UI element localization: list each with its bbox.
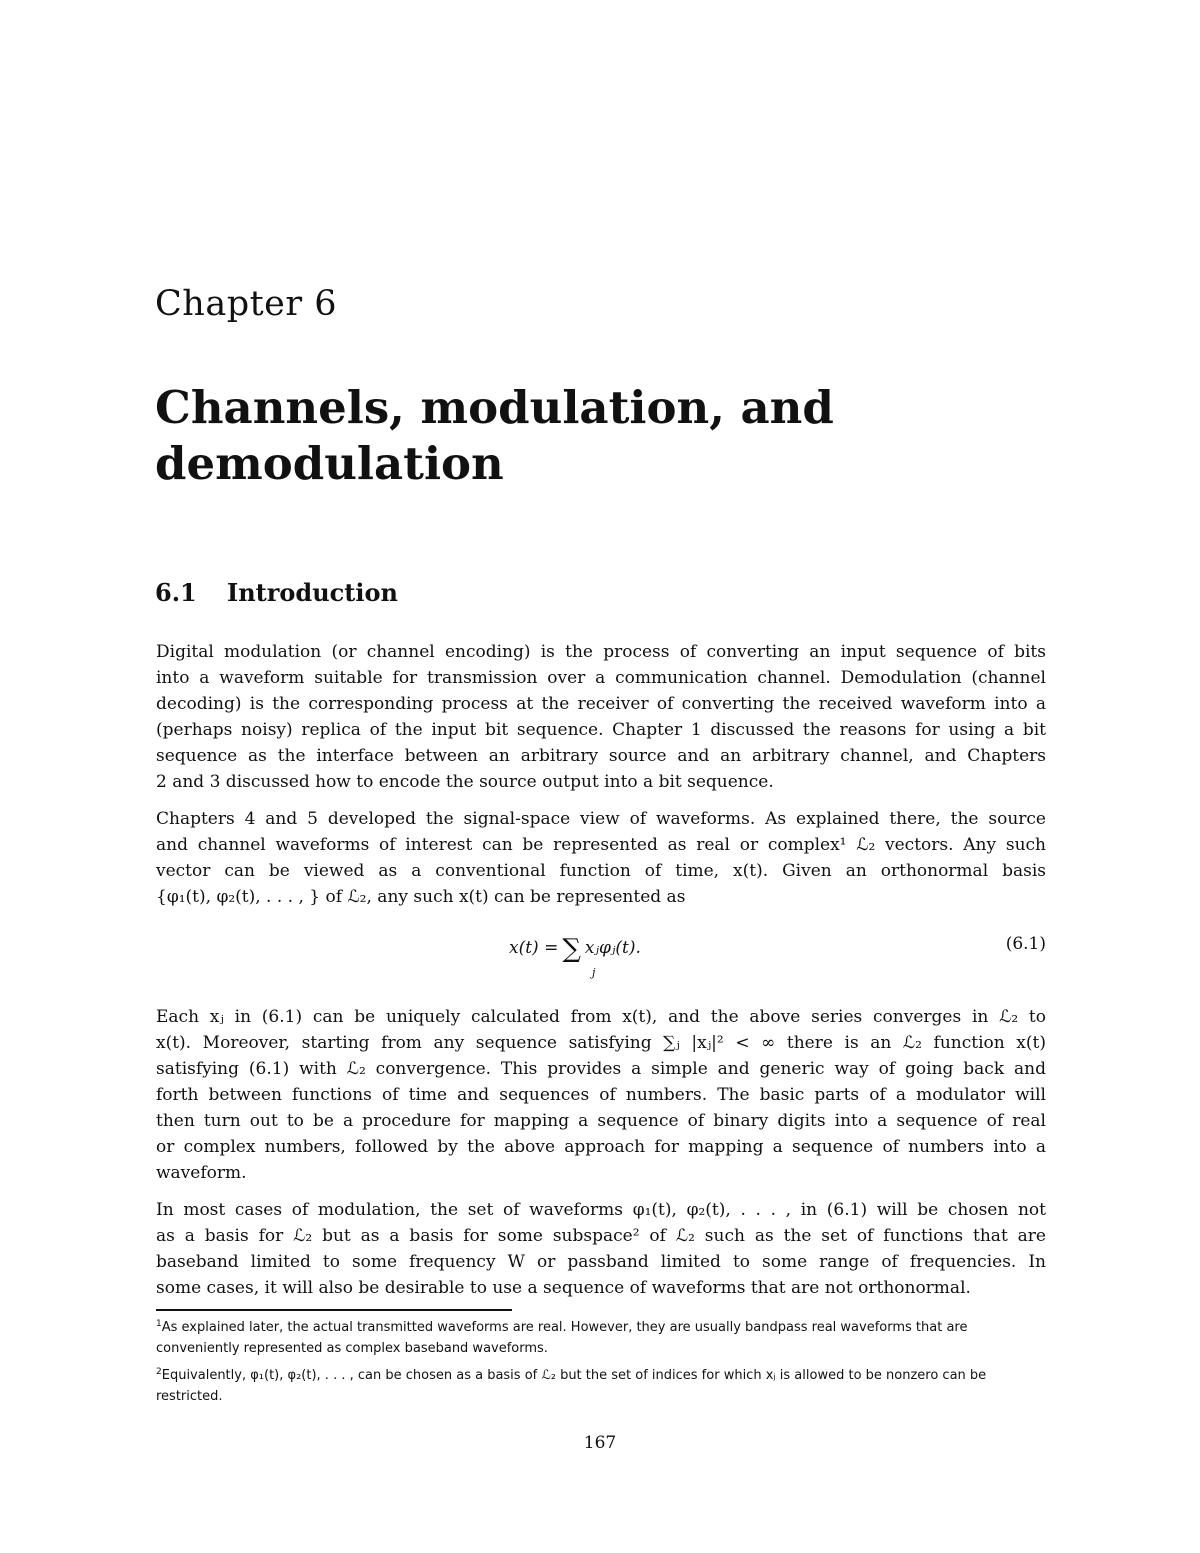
footnote-2 bbox=[156, 1362, 1046, 1407]
equation-lhs: x(t) = bbox=[509, 938, 559, 958]
paragraph-3 bbox=[156, 1004, 1046, 1186]
paragraph-line: (perhaps noisy) replica of the input bit sequence. Chapter 1 discussed the reasons for using a bit bbox=[156, 720, 1046, 740]
paragraph-line: Each xⱼ in (6.1) can be uniquely calculated from x(t), and the above series converges in ℒ₂ to bbox=[156, 1007, 1046, 1027]
footnote-divider bbox=[156, 1309, 512, 1311]
paragraph-line: or complex numbers, followed by the above approach for mapping a sequence of numbers into a bbox=[156, 1137, 1046, 1157]
section-title: Introduction bbox=[227, 578, 398, 607]
chapter-label: Chapter 6 bbox=[155, 284, 337, 324]
paragraph-line: x(t). Moreover, starting from any sequence satisfying ∑ⱼ |xⱼ|² < ∞ there is an ℒ₂ function x(t) bbox=[156, 1033, 1046, 1053]
sum-symbol: ∑ bbox=[562, 934, 581, 964]
footnotes bbox=[156, 1314, 1046, 1410]
sum-index: j bbox=[592, 966, 596, 979]
footnote-text: Equivalently, φ₁(t), φ₂(t), . . . , can be chosen as a basis of ℒ₂ but the set of indices for which xⱼ is allowed to be nonzero can be restricted. bbox=[156, 1368, 987, 1404]
paragraph-line: satisfying (6.1) with ℒ₂ convergence. This provides a simple and generic way of going back and bbox=[156, 1059, 1046, 1079]
section-heading bbox=[155, 576, 398, 610]
chapter-title-line-2: demodulation bbox=[155, 437, 504, 490]
paragraph-line: waveform. bbox=[156, 1163, 247, 1183]
paragraph-line: vector can be viewed as a conventional function of time, x(t). Given an orthonormal basis bbox=[156, 861, 1046, 881]
paragraph-line: some cases, it will also be desirable to use a sequence of waveforms that are not orthonormal. bbox=[156, 1278, 971, 1298]
equation-number: (6.1) bbox=[1005, 934, 1046, 954]
paragraph-line: and channel waveforms of interest can be represented as real or complex¹ ℒ₂ vectors. Any such bbox=[156, 835, 1046, 855]
chapter-title bbox=[155, 380, 1055, 492]
paragraph-2 bbox=[156, 806, 1046, 910]
page-number: 167 bbox=[583, 1433, 617, 1453]
paragraph-4 bbox=[156, 1197, 1046, 1301]
paragraph-line: baseband limited to some frequency W or passband limited to some range of frequencies. In bbox=[156, 1252, 1046, 1272]
equation-6-1 bbox=[156, 930, 1046, 990]
section-number: 6.1 bbox=[155, 578, 197, 607]
paragraph-line: {φ₁(t), φ₂(t), . . . , } of ℒ₂, any such x(t) can be represented as bbox=[156, 887, 686, 907]
paragraph-line: sequence as the interface between an arbitrary source and an arbitrary channel, and Chapters bbox=[156, 746, 1046, 766]
footnote-mark: 1 bbox=[156, 1319, 162, 1329]
paragraph-line: decoding) is the corresponding process at the receiver of converting the received waveform into a bbox=[156, 694, 1046, 714]
equation-rhs: xⱼφⱼ(t). bbox=[584, 938, 641, 958]
paragraph-line: Digital modulation (or channel encoding) is the process of converting an input sequence of bits bbox=[156, 642, 1046, 662]
paragraph-line: 2 and 3 discussed how to encode the source output into a bit sequence. bbox=[156, 772, 774, 792]
chapter-title-line-1: Channels, modulation, and bbox=[155, 381, 834, 434]
footnote-mark: 2 bbox=[156, 1367, 162, 1377]
footnote-text: As explained later, the actual transmitted waveforms are real. However, they are usually bandpass real waveforms that are conveniently represented as complex baseband waveforms. bbox=[156, 1320, 968, 1356]
paragraph-line: then turn out to be a procedure for mapping a sequence of binary digits into a sequence of real bbox=[156, 1111, 1046, 1131]
paragraph-line: as a basis for ℒ₂ but as a basis for some subspace² of ℒ₂ such as the set of functions that are bbox=[156, 1226, 1046, 1246]
equation-body bbox=[509, 934, 641, 964]
paragraph-line: In most cases of modulation, the set of waveforms φ₁(t), φ₂(t), . . . , in (6.1) will be chosen not bbox=[156, 1200, 1046, 1220]
paragraph-line: Chapters 4 and 5 developed the signal-space view of waveforms. As explained there, the source bbox=[156, 809, 1046, 829]
paragraph-1 bbox=[156, 639, 1046, 795]
paragraph-line: forth between functions of time and sequences of numbers. The basic parts of a modulator will bbox=[156, 1085, 1046, 1105]
paragraph-line: into a waveform suitable for transmission over a communication channel. Demodulation (channel bbox=[156, 668, 1046, 688]
footnote-1 bbox=[156, 1314, 1046, 1359]
